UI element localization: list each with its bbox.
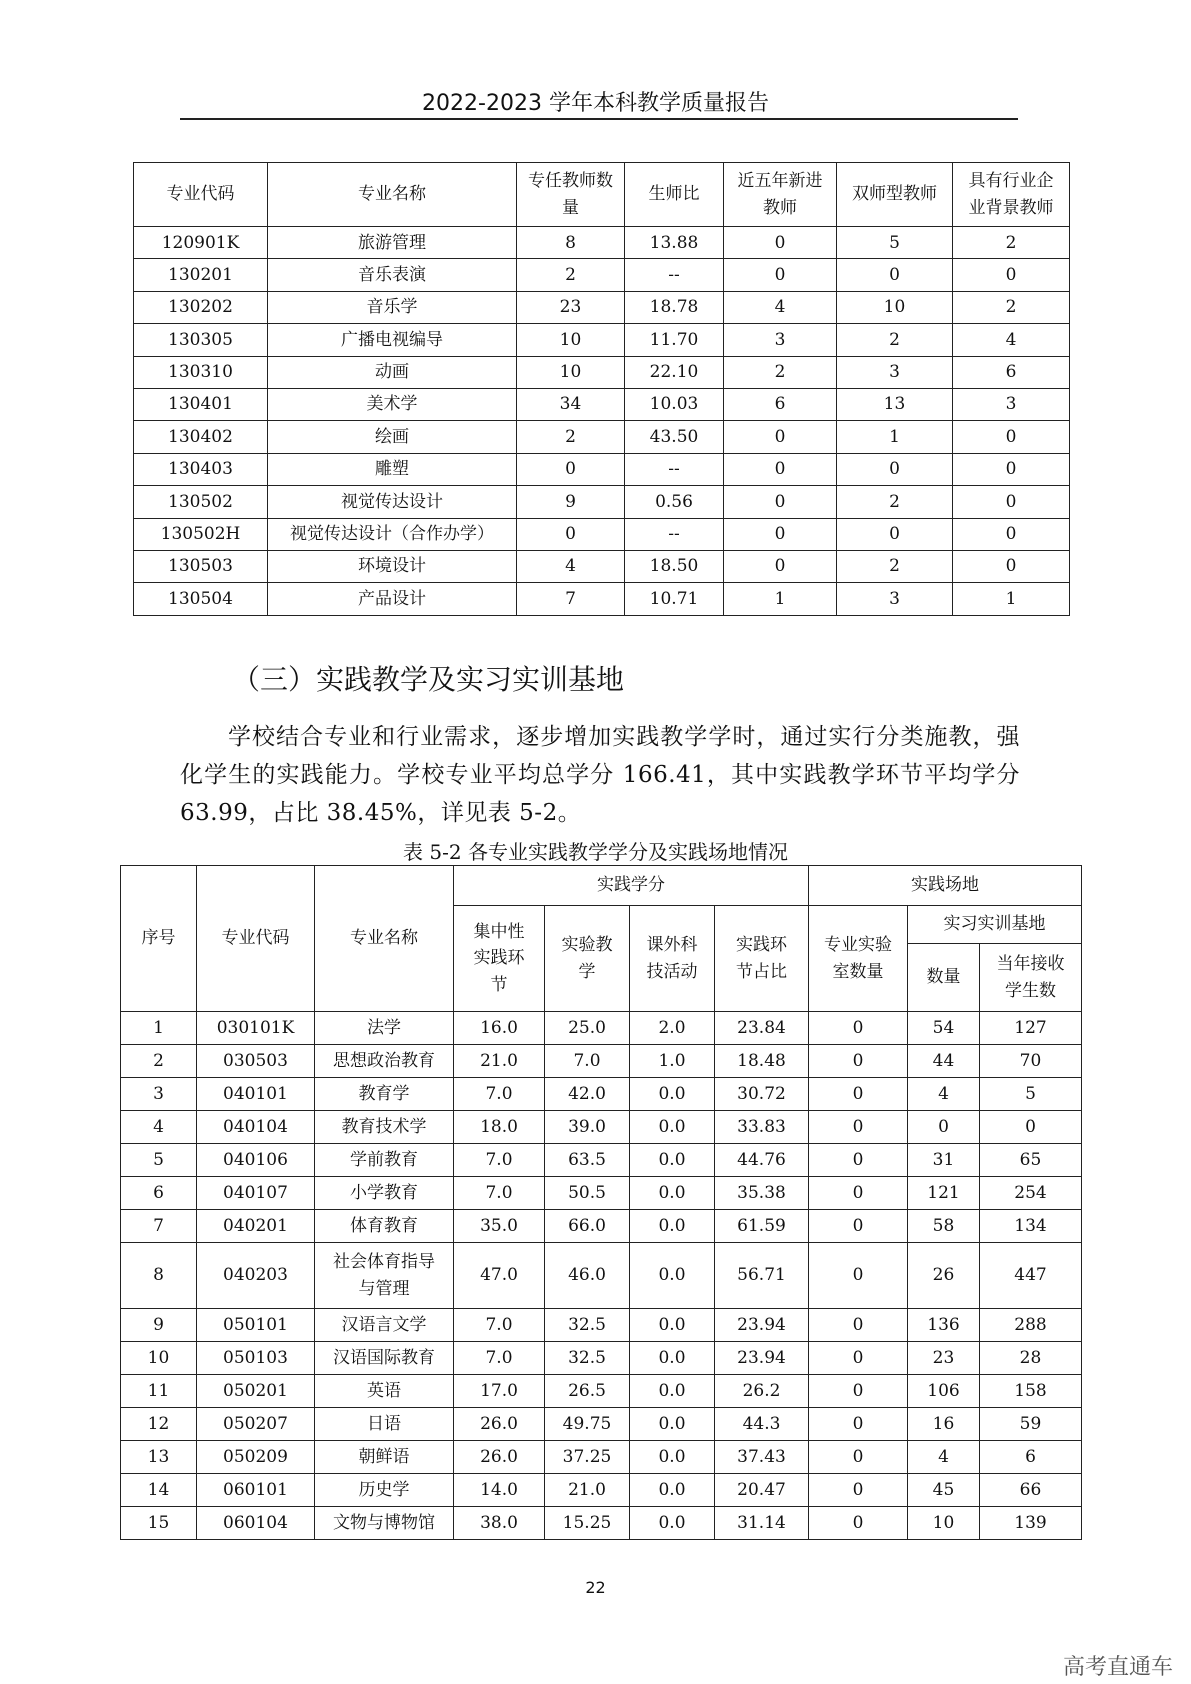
table-cell: 0 (953, 486, 1070, 518)
table-cell: 0 (724, 259, 837, 291)
table-cell: 5 (121, 1144, 197, 1177)
header-cell: 数量 (908, 944, 980, 1012)
table-cell: 0.0 (630, 1474, 715, 1507)
table-cell: 42.0 (545, 1078, 630, 1111)
table-cell: 23.84 (715, 1012, 809, 1045)
table-cell: 10.71 (625, 583, 724, 615)
table-cell: 视觉传达设计（合作办学） (268, 518, 517, 550)
table-cell: 旅游管理 (268, 227, 517, 259)
table-cell: 050201 (197, 1375, 315, 1408)
table-cell: 26 (908, 1243, 980, 1309)
watermark: 高考直通车 (1062, 1655, 1173, 1680)
practice-table (120, 865, 1082, 1540)
table-cell: 0.0 (630, 1309, 715, 1342)
table-cell: 18.48 (715, 1045, 809, 1078)
table-cell: 060101 (197, 1474, 315, 1507)
table-cell: 66.0 (545, 1210, 630, 1243)
table-cell: 030101K (197, 1012, 315, 1045)
table-cell: 33.83 (715, 1111, 809, 1144)
table-cell: 教育技术学 (315, 1111, 454, 1144)
table-cell: 视觉传达设计 (268, 486, 517, 518)
table-cell: 26.5 (545, 1375, 630, 1408)
table-cell: 130403 (134, 453, 268, 485)
table-cell: 59 (980, 1408, 1082, 1441)
table-row (121, 1144, 1082, 1177)
table-row (121, 1309, 1082, 1342)
table-cell: 34 (517, 388, 625, 420)
table-cell: 31 (908, 1144, 980, 1177)
table-cell: 136 (908, 1309, 980, 1342)
table-cell: 9 (517, 486, 625, 518)
table-cell: 35.0 (454, 1210, 545, 1243)
table-cell: 0 (953, 259, 1070, 291)
table-cell: 61.59 (715, 1210, 809, 1243)
table-row (121, 1177, 1082, 1210)
table-cell: 15 (121, 1507, 197, 1540)
table-cell: 130503 (134, 550, 268, 582)
header-cell: 课外科技活动 (630, 906, 715, 1012)
table-cell: 0.0 (630, 1177, 715, 1210)
header-cell: 当年接收学生数 (980, 944, 1082, 1012)
table-cell: 4 (953, 324, 1070, 356)
table-cell: 3 (724, 324, 837, 356)
table-cell: 3 (837, 356, 953, 388)
table-cell: 10 (121, 1342, 197, 1375)
table-cell: 文物与博物馆 (315, 1507, 454, 1540)
table-cell: 040201 (197, 1210, 315, 1243)
table-cell: 49.75 (545, 1408, 630, 1441)
table-cell: 广播电视编导 (268, 324, 517, 356)
table-cell: 32.5 (545, 1309, 630, 1342)
table-caption: 表 5-2 各专业实践教学学分及实践场地情况 (403, 840, 788, 864)
section-title: （三）实践教学及实习实训基地 (232, 663, 625, 696)
table-cell: 7.0 (454, 1078, 545, 1111)
table-row (121, 1243, 1082, 1309)
table-cell: 4 (908, 1078, 980, 1111)
table-cell: 0 (908, 1111, 980, 1144)
table-cell: 139 (980, 1507, 1082, 1540)
table-cell: 汉语国际教育 (315, 1342, 454, 1375)
table-cell: 13 (121, 1441, 197, 1474)
table-cell: 2 (724, 356, 837, 388)
table-cell: 38.0 (454, 1507, 545, 1540)
table-cell: 16 (908, 1408, 980, 1441)
table-cell: 11.70 (625, 324, 724, 356)
table-cell: 0.0 (630, 1210, 715, 1243)
table-row (121, 1078, 1082, 1111)
header-cell: 生师比 (625, 163, 724, 227)
table-cell: 思想政治教育 (315, 1045, 454, 1078)
table-cell: 47.0 (454, 1243, 545, 1309)
table-cell: 46.0 (545, 1243, 630, 1309)
table-row (134, 486, 1070, 518)
table-row (121, 1441, 1082, 1474)
table-cell: 134 (980, 1210, 1082, 1243)
table-cell: 朝鲜语 (315, 1441, 454, 1474)
table-cell: 0 (724, 518, 837, 550)
table-cell: 106 (908, 1375, 980, 1408)
table-cell: 6 (121, 1177, 197, 1210)
table-cell: 历史学 (315, 1474, 454, 1507)
table-cell: 4 (908, 1441, 980, 1474)
table-row (134, 227, 1070, 259)
table-cell: 体育教育 (315, 1210, 454, 1243)
table-row (134, 421, 1070, 453)
table-cell: -- (625, 518, 724, 550)
header-cell: 集中性实践环节 (454, 906, 545, 1012)
table-cell: 65 (980, 1144, 1082, 1177)
table-cell: 14 (121, 1474, 197, 1507)
header-cell: 专任教师数量 (517, 163, 625, 227)
table-cell: 6 (724, 388, 837, 420)
table-row (134, 453, 1070, 485)
table-cell: 13.88 (625, 227, 724, 259)
table-cell: 0 (953, 550, 1070, 582)
table-cell: 0 (953, 453, 1070, 485)
header-cell: 近五年新进教师 (724, 163, 837, 227)
table-cell: 040104 (197, 1111, 315, 1144)
table-cell: 0 (809, 1441, 908, 1474)
table-cell: 130310 (134, 356, 268, 388)
table-cell: 0 (809, 1507, 908, 1540)
table-cell: 5 (980, 1078, 1082, 1111)
table-cell: 18.78 (625, 291, 724, 323)
table-cell: 4 (121, 1111, 197, 1144)
table-cell: 8 (517, 227, 625, 259)
table-cell: 7 (121, 1210, 197, 1243)
table-cell: 50.5 (545, 1177, 630, 1210)
table-cell: 37.43 (715, 1441, 809, 1474)
table-cell: 0 (724, 453, 837, 485)
table-cell: 0.0 (630, 1441, 715, 1474)
table-cell: 130402 (134, 421, 268, 453)
table-cell: 2 (953, 291, 1070, 323)
table-row (134, 259, 1070, 291)
table-cell: 22.10 (625, 356, 724, 388)
table-row (121, 1474, 1082, 1507)
table-cell: 0 (809, 1045, 908, 1078)
table-cell: 26.0 (454, 1408, 545, 1441)
table-cell: 9 (121, 1309, 197, 1342)
table-cell: 5 (837, 227, 953, 259)
table-row (121, 1507, 1082, 1540)
table-cell: 121 (908, 1177, 980, 1210)
table-cell: 23.94 (715, 1342, 809, 1375)
header-cell: 双师型教师 (837, 163, 953, 227)
table-cell: 0 (809, 1111, 908, 1144)
table-cell: 0 (980, 1111, 1082, 1144)
table-cell: 26.0 (454, 1441, 545, 1474)
table-cell: 2 (121, 1045, 197, 1078)
table-row (121, 1012, 1082, 1045)
table-cell: -- (625, 259, 724, 291)
table-cell: 7.0 (454, 1342, 545, 1375)
table-cell: 28 (980, 1342, 1082, 1375)
table-row (134, 388, 1070, 420)
table-cell: 0 (809, 1375, 908, 1408)
page-number: 22 (585, 1578, 606, 1597)
table-cell: 050209 (197, 1441, 315, 1474)
table-row (121, 1210, 1082, 1243)
table-cell: 英语 (315, 1375, 454, 1408)
table-cell: 小学教育 (315, 1177, 454, 1210)
faculty-table (133, 162, 1070, 616)
table-cell: 130305 (134, 324, 268, 356)
header-cell: 专业代码 (197, 866, 315, 1012)
table-row (121, 1111, 1082, 1144)
table-cell: 35.38 (715, 1177, 809, 1210)
table-cell: 汉语言文学 (315, 1309, 454, 1342)
table-cell: 日语 (315, 1408, 454, 1441)
table-cell: 0 (809, 1342, 908, 1375)
table-cell: 7.0 (454, 1177, 545, 1210)
table-cell: 040101 (197, 1078, 315, 1111)
table-cell: 0.0 (630, 1078, 715, 1111)
table-cell: 43.50 (625, 421, 724, 453)
table-cell: 130401 (134, 388, 268, 420)
header-cell: 实习实训基地 (908, 906, 1082, 944)
header-cell: 专业代码 (134, 163, 268, 227)
table-cell: 31.14 (715, 1507, 809, 1540)
table-cell: 30.72 (715, 1078, 809, 1111)
table-cell: 7.0 (454, 1309, 545, 1342)
table-cell: 音乐学 (268, 291, 517, 323)
table-cell: 158 (980, 1375, 1082, 1408)
table-cell: 0 (837, 453, 953, 485)
header-cell: 实验教学 (545, 906, 630, 1012)
table-cell: 产品设计 (268, 583, 517, 615)
table-cell: 130502H (134, 518, 268, 550)
practice-table-header-row (121, 866, 1082, 906)
section-paragraph: 学校结合专业和行业需求，逐步增加实践教学学时，通过实行分类施教，强化学生的实践能力。学校专业平均总学分 166.41，其中实践教学环节平均学分 63.99，占比 38.45%，详见表 5-2。 (180, 724, 1020, 826)
table-cell: 0 (809, 1210, 908, 1243)
table-cell: 130202 (134, 291, 268, 323)
table-cell: 18.50 (625, 550, 724, 582)
table-cell: 130504 (134, 583, 268, 615)
table-cell: 雕塑 (268, 453, 517, 485)
table-cell: 0.0 (630, 1342, 715, 1375)
table-cell: 0.0 (630, 1111, 715, 1144)
table-cell: 社会体育指导与管理 (315, 1243, 454, 1309)
table-cell: 绘画 (268, 421, 517, 453)
table-cell: 66 (980, 1474, 1082, 1507)
table-cell: 1 (121, 1012, 197, 1045)
table-cell: 8 (121, 1243, 197, 1309)
table-row (121, 1342, 1082, 1375)
table-cell: 2 (953, 227, 1070, 259)
table-cell: 1 (724, 583, 837, 615)
table-cell: 6 (980, 1441, 1082, 1474)
table-cell: 23 (908, 1342, 980, 1375)
table-row (121, 1375, 1082, 1408)
header-cell: 专业名称 (268, 163, 517, 227)
table-cell: 10 (908, 1507, 980, 1540)
table-cell: 7.0 (454, 1144, 545, 1177)
table-cell: 2 (517, 421, 625, 453)
header-cell: 实践场地 (809, 866, 1082, 906)
table-cell: 050101 (197, 1309, 315, 1342)
table-cell: 12 (121, 1408, 197, 1441)
table-cell: 3 (953, 388, 1070, 420)
table-row (134, 518, 1070, 550)
table-cell: 0 (517, 453, 625, 485)
header-cell: 实践环节占比 (715, 906, 809, 1012)
table-cell: 7.0 (545, 1045, 630, 1078)
faculty-table-header-row (134, 163, 1070, 227)
table-cell: 0 (953, 421, 1070, 453)
table-cell: 23 (517, 291, 625, 323)
table-cell: 学前教育 (315, 1144, 454, 1177)
table-cell: 44.3 (715, 1408, 809, 1441)
table-cell: 254 (980, 1177, 1082, 1210)
table-cell: 050207 (197, 1408, 315, 1441)
table-cell: 0 (517, 518, 625, 550)
table-cell: 11 (121, 1375, 197, 1408)
table-cell: 0.0 (630, 1507, 715, 1540)
table-row (134, 583, 1070, 615)
table-cell: 教育学 (315, 1078, 454, 1111)
table-cell: 21.0 (545, 1474, 630, 1507)
table-cell: 17.0 (454, 1375, 545, 1408)
table-cell: 040203 (197, 1243, 315, 1309)
table-cell: 23.94 (715, 1309, 809, 1342)
table-cell: 2 (837, 550, 953, 582)
table-cell: 7 (517, 583, 625, 615)
table-cell: 45 (908, 1474, 980, 1507)
table-cell: 4 (517, 550, 625, 582)
table-cell: 0 (809, 1012, 908, 1045)
table-cell: 美术学 (268, 388, 517, 420)
table-cell: 14.0 (454, 1474, 545, 1507)
table-cell: 0.0 (630, 1243, 715, 1309)
table-cell: 0 (724, 227, 837, 259)
table-cell: 127 (980, 1012, 1082, 1045)
table-cell: 0.56 (625, 486, 724, 518)
table-cell: 39.0 (545, 1111, 630, 1144)
table-cell: 37.25 (545, 1441, 630, 1474)
table-cell: 54 (908, 1012, 980, 1045)
table-cell: 70 (980, 1045, 1082, 1078)
table-cell: 动画 (268, 356, 517, 388)
table-cell: 音乐表演 (268, 259, 517, 291)
table-cell: 120901K (134, 227, 268, 259)
table-cell: 0 (809, 1309, 908, 1342)
table-cell: 060104 (197, 1507, 315, 1540)
table-cell: 0.0 (630, 1408, 715, 1441)
table-row (134, 550, 1070, 582)
table-row (134, 356, 1070, 388)
table-cell: 6 (953, 356, 1070, 388)
table-cell: 10 (517, 356, 625, 388)
table-row (134, 324, 1070, 356)
table-cell: 3 (121, 1078, 197, 1111)
table-cell: 1.0 (630, 1045, 715, 1078)
table-cell: 130502 (134, 486, 268, 518)
table-cell: 0 (809, 1177, 908, 1210)
header-cell: 序号 (121, 866, 197, 1012)
table-row (134, 291, 1070, 323)
table-cell: 0.0 (630, 1375, 715, 1408)
table-cell: 25.0 (545, 1012, 630, 1045)
table-cell: 0 (837, 518, 953, 550)
table-cell: 030503 (197, 1045, 315, 1078)
table-cell: 0 (837, 259, 953, 291)
table-row (121, 1045, 1082, 1078)
table-cell: 0 (809, 1243, 908, 1309)
table-cell: 2.0 (630, 1012, 715, 1045)
table-cell: 1 (837, 421, 953, 453)
table-cell: 20.47 (715, 1474, 809, 1507)
table-cell: 32.5 (545, 1342, 630, 1375)
table-cell: -- (625, 453, 724, 485)
table-cell: 21.0 (454, 1045, 545, 1078)
table-cell: 0 (809, 1474, 908, 1507)
table-cell: 26.2 (715, 1375, 809, 1408)
table-row (121, 1408, 1082, 1441)
table-cell: 1 (953, 583, 1070, 615)
table-cell: 3 (837, 583, 953, 615)
header-cell: 实践学分 (454, 866, 809, 906)
table-cell: 288 (980, 1309, 1082, 1342)
table-cell: 56.71 (715, 1243, 809, 1309)
table-cell: 63.5 (545, 1144, 630, 1177)
table-cell: 0 (809, 1144, 908, 1177)
table-cell: 0.0 (630, 1144, 715, 1177)
table-cell: 447 (980, 1243, 1082, 1309)
table-cell: 0 (724, 486, 837, 518)
table-cell: 10.03 (625, 388, 724, 420)
header-rule (180, 118, 1018, 120)
header-cell: 具有行业企业背景教师 (953, 163, 1070, 227)
table-cell: 58 (908, 1210, 980, 1243)
table-cell: 0 (809, 1408, 908, 1441)
table-cell: 040106 (197, 1144, 315, 1177)
table-cell: 4 (724, 291, 837, 323)
table-cell: 0 (724, 550, 837, 582)
table-cell: 130201 (134, 259, 268, 291)
table-cell: 44.76 (715, 1144, 809, 1177)
table-cell: 法学 (315, 1012, 454, 1045)
table-cell: 050103 (197, 1342, 315, 1375)
header-cell: 专业实验室数量 (809, 906, 908, 1012)
table-cell: 040107 (197, 1177, 315, 1210)
table-cell: 44 (908, 1045, 980, 1078)
page-header-title: 2022-2023 学年本科教学质量报告 (422, 91, 769, 116)
table-cell: 环境设计 (268, 550, 517, 582)
table-cell: 0 (953, 518, 1070, 550)
table-cell: 0 (724, 421, 837, 453)
table-cell: 0 (809, 1078, 908, 1111)
table-cell: 16.0 (454, 1012, 545, 1045)
table-cell: 15.25 (545, 1507, 630, 1540)
table-cell: 2 (517, 259, 625, 291)
table-cell: 2 (837, 486, 953, 518)
header-cell: 专业名称 (315, 866, 454, 1012)
table-cell: 10 (517, 324, 625, 356)
table-cell: 10 (837, 291, 953, 323)
table-cell: 13 (837, 388, 953, 420)
table-cell: 18.0 (454, 1111, 545, 1144)
table-cell: 2 (837, 324, 953, 356)
